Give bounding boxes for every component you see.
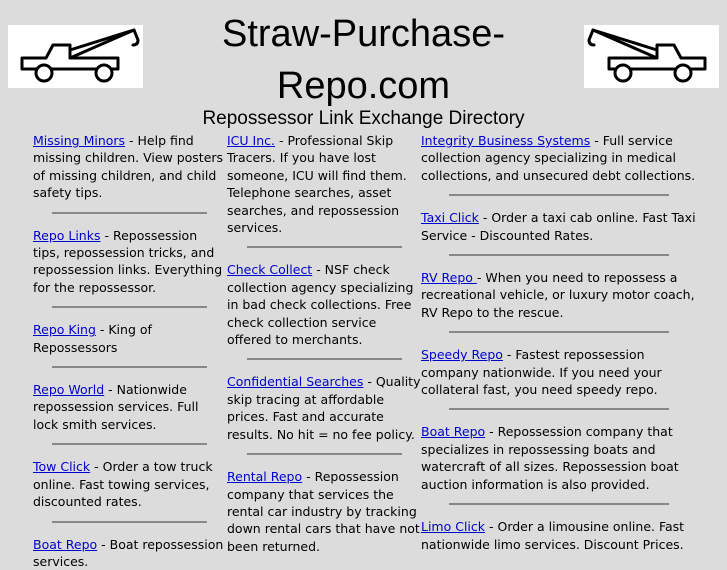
directory-entry [33, 227, 226, 297]
directory-entry [33, 381, 226, 433]
tow-truck-icon [584, 25, 719, 88]
directory-entry [227, 373, 422, 443]
directory-description: - Nationwide repossession services. Full lock smith services. [33, 382, 199, 432]
logo-left [8, 25, 143, 88]
directory-link[interactable]: Taxi Click [421, 210, 479, 225]
directory-link[interactable]: Integrity Business Systems [421, 133, 590, 148]
directory-link[interactable]: Tow Click [33, 459, 90, 474]
directory-link[interactable]: Rental Repo [227, 469, 302, 484]
directory-entry [421, 132, 697, 184]
directory-column-2 [227, 132, 422, 555]
directory-entry [227, 468, 422, 555]
separator [52, 212, 207, 214]
directory-link[interactable]: Limo Click [421, 519, 485, 534]
separator [449, 194, 669, 196]
directory-description: - Help find missing children. View posters of missing children, and child safety tips. [33, 133, 223, 200]
directory-description: - King of Repossessors [33, 322, 152, 354]
directory-description: - Order a tow truck online. Fast towing services, discounted rates. [33, 459, 213, 509]
directory-description: - Professional Skip Tracers. If you have lost someone, ICU will find them. Telephone searches, asset searches, and repossession services. [227, 133, 407, 235]
tow-truck-icon [8, 25, 143, 88]
directory-link[interactable]: Repo King [33, 322, 96, 337]
directory-entry [227, 132, 422, 236]
directory-link[interactable]: Missing Minors [33, 133, 125, 148]
directory-description: - NSF check collection agency specializing in bad check collections. Free check collection service offered to merchants. [227, 262, 413, 347]
directory-description: - Full service collection agency specializing in medical collections, and unsecured debt collections. [421, 133, 695, 183]
directory-link[interactable]: Boat Repo [421, 424, 485, 439]
directory-entry [33, 458, 226, 510]
directory-link[interactable]: RV Repo [421, 270, 477, 285]
directory-link[interactable]: Check Collect [227, 262, 312, 277]
directory-description: - Boat repossession services. [33, 537, 223, 569]
separator [449, 503, 669, 505]
site-header [0, 0, 727, 110]
directory-entry [421, 423, 697, 493]
directory-subtitle: Repossessor Link Exchange Directory [0, 107, 727, 131]
directory-link[interactable]: ICU Inc. [227, 133, 275, 148]
directory-description: - Repossession company that specializes in repossessing boats and watercraft of all sizes. Repossession boat auction information is also provided. [421, 424, 679, 491]
directory-entry [33, 132, 226, 202]
separator [449, 408, 669, 410]
directory-entry [421, 518, 697, 553]
directory-entry [421, 209, 697, 244]
separator [449, 331, 669, 333]
site-title: Straw-Purchase-Repo.com [190, 8, 537, 112]
directory-description: - When you need to repossess a recreational vehicle, or luxury motor coach, RV Repo to the rescue. [421, 270, 695, 320]
directory-description: - Order a limousine online. Fast nationwide limo services. Discount Prices. [421, 519, 684, 551]
directory-description: - Fastest repossession company nationwide. If you need your collateral fast, you need speedy repo. [421, 347, 662, 397]
directory-link[interactable]: Speedy Repo [421, 347, 503, 362]
separator [52, 366, 207, 368]
directory-column-3 [421, 132, 697, 553]
separator [52, 521, 207, 523]
directory-entry [227, 261, 422, 348]
directory-description: - Quality skip tracing at affordable prices. Fast and accurate results. No hit = no fee policy. [227, 374, 420, 441]
directory-description: - Repossession company that services the rental car industry by tracking down rental cars that have not been returned. [227, 469, 420, 554]
separator [247, 246, 402, 248]
directory-link[interactable]: Repo Links [33, 228, 100, 243]
directory-entry [33, 321, 226, 356]
directory-link[interactable]: Boat Repo [33, 537, 97, 552]
directory-description: - Repossession tips, repossession tricks, and repossession links. Everything for the repossessor. [33, 228, 222, 295]
directory-description: - Order a taxi cab online. Fast Taxi Service - Discounted Rates. [421, 210, 696, 242]
directory-entry [33, 536, 226, 570]
separator [247, 358, 402, 360]
directory-column-1 [33, 132, 226, 570]
separator [52, 306, 207, 308]
separator [449, 254, 669, 256]
directory-entry [421, 269, 697, 321]
separator [247, 453, 402, 455]
directory-link[interactable]: Repo World [33, 382, 104, 397]
directory-link[interactable]: Confidential Searches [227, 374, 363, 389]
logo-right [584, 25, 719, 88]
directory-entry [421, 346, 697, 398]
separator [52, 443, 207, 445]
